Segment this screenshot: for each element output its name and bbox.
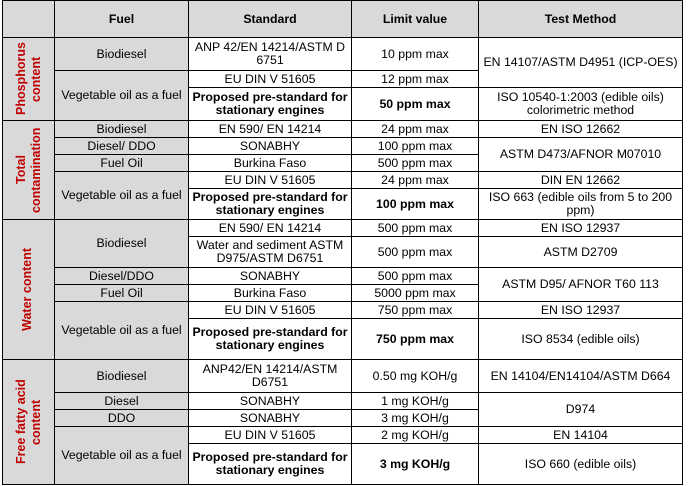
- limit-cell: 10 ppm max: [352, 38, 479, 71]
- table-row: [3, 393, 683, 410]
- limit-cell: 0.50 mg KOH/g: [352, 360, 479, 393]
- limit-cell: 1 mg KOH/g: [352, 393, 479, 410]
- standard-cell: SONABHY: [189, 138, 352, 155]
- standard-cell: Burkina Faso: [189, 285, 352, 302]
- fuel-cell: Diesel/DDO: [55, 268, 189, 285]
- fuel-cell: Diesel/ DDO: [55, 138, 189, 155]
- method-cell: EN ISO 12662: [479, 121, 683, 138]
- fuel-cell: Biodiesel: [55, 121, 189, 138]
- fuel-cell: Vegetable oil as a fuel: [55, 427, 189, 485]
- standard-cell: EN 590/ EN 14214: [189, 121, 352, 138]
- parameter-cell: [3, 38, 55, 121]
- table-row: [3, 38, 683, 71]
- fuel-cell: Vegetable oil as a fuel: [55, 71, 189, 121]
- method-cell: EN 14104: [479, 427, 683, 444]
- fuel-cell: Vegetable oil as a fuel: [55, 172, 189, 220]
- standard-cell: Burkina Faso: [189, 155, 352, 172]
- table-row: [3, 360, 683, 393]
- method-cell: ASTM D2709: [479, 237, 683, 268]
- parameter-cell: [3, 220, 55, 360]
- method-cell: ASTM D473/AFNOR M07010: [479, 138, 683, 172]
- standard-cell: EU DIN V 51605: [189, 302, 352, 319]
- table-row: [3, 138, 683, 155]
- limit-cell: 50 ppm max: [352, 88, 479, 121]
- method-cell: ISO 8534 (edible oils): [479, 319, 683, 360]
- header-standard: Standard: [189, 1, 352, 38]
- standard-cell: ANP 42/EN 14214/ASTM D 6751: [189, 38, 352, 71]
- method-cell: ISO 660 (edible oils): [479, 444, 683, 485]
- table-row: [3, 172, 683, 189]
- parameter-label-water: Water content: [19, 248, 34, 331]
- standard-cell: EN 590/ EN 14214: [189, 220, 352, 237]
- limit-cell: 3 mg KOH/g: [352, 444, 479, 485]
- limit-cell: 5000 ppm max: [352, 285, 479, 302]
- standard-cell: SONABHY: [189, 410, 352, 427]
- standard-cell: Proposed pre-standard for stationary engines: [189, 444, 352, 485]
- header-limit-value: Limit value: [352, 1, 479, 38]
- table-row: [3, 220, 683, 237]
- standard-cell: Proposed pre-standard for stationary engines: [189, 88, 352, 121]
- method-cell: D974: [479, 393, 683, 427]
- fuel-cell: Fuel Oil: [55, 285, 189, 302]
- limit-cell: 24 ppm max: [352, 172, 479, 189]
- fuel-cell: Fuel Oil: [55, 155, 189, 172]
- fuel-quality-table: [2, 0, 683, 485]
- parameter-cell: [3, 121, 55, 220]
- header-test-method: Test Method: [479, 1, 683, 38]
- standard-cell: Water and sediment ASTM D975/ASTM D6751: [189, 237, 352, 268]
- limit-cell: 500 ppm max: [352, 268, 479, 285]
- limit-cell: 3 mg KOH/g: [352, 410, 479, 427]
- standard-cell: EU DIN V 51605: [189, 172, 352, 189]
- limit-cell: 500 ppm max: [352, 155, 479, 172]
- parameter-label-ffa: Free fatty acid content: [13, 379, 43, 465]
- header-fuel: Fuel: [55, 1, 189, 38]
- method-cell: DIN EN 12662: [479, 172, 683, 189]
- parameter-label-phosphorus: Phosphorus content: [13, 42, 43, 116]
- standard-cell: EU DIN V 51605: [189, 427, 352, 444]
- table-row: [3, 121, 683, 138]
- method-cell: EN 14104/EN14104/ASTM D664: [479, 360, 683, 393]
- standard-cell: SONABHY: [189, 268, 352, 285]
- standard-cell: Proposed pre-standard for stationary engines: [189, 319, 352, 360]
- table-row: [3, 302, 683, 319]
- table-row: [3, 427, 683, 444]
- fuel-cell: DDO: [55, 410, 189, 427]
- standard-cell: Proposed pre-standard for stationary engines: [189, 189, 352, 220]
- limit-cell: 750 ppm max: [352, 319, 479, 360]
- limit-cell: 100 ppm max: [352, 138, 479, 155]
- standard-cell: ANP42/EN 14214/ASTM D6751: [189, 360, 352, 393]
- parameter-cell: [3, 360, 55, 485]
- parameter-label-contamination: Total contamination: [13, 127, 43, 213]
- standard-cell: SONABHY: [189, 393, 352, 410]
- limit-cell: 2 mg KOH/g: [352, 427, 479, 444]
- limit-cell: 500 ppm max: [352, 237, 479, 268]
- limit-cell: 750 ppm max: [352, 302, 479, 319]
- method-cell: ASTM D95/ AFNOR T60 113: [479, 268, 683, 302]
- table-row: [3, 268, 683, 285]
- fuel-cell: Biodiesel: [55, 360, 189, 393]
- header-parameter: [3, 1, 55, 38]
- limit-cell: 12 ppm max: [352, 71, 479, 88]
- fuel-cell: Diesel: [55, 393, 189, 410]
- limit-cell: 500 ppm max: [352, 220, 479, 237]
- header-row: [3, 1, 683, 38]
- method-cell: EN ISO 12937: [479, 220, 683, 237]
- standard-cell: EU DIN V 51605: [189, 71, 352, 88]
- fuel-cell: Biodiesel: [55, 38, 189, 71]
- method-cell: EN 14107/ASTM D4951 (ICP-OES): [479, 38, 683, 88]
- limit-cell: 100 ppm max: [352, 189, 479, 220]
- method-cell: EN ISO 12937: [479, 302, 683, 319]
- limit-cell: 24 ppm max: [352, 121, 479, 138]
- fuel-cell: Vegetable oil as a fuel: [55, 302, 189, 360]
- method-cell: ISO 10540-1:2003 (edible oils) colorimetric method: [479, 88, 683, 121]
- fuel-cell: Biodiesel: [55, 220, 189, 268]
- method-cell: ISO 663 (edible oils from 5 to 200 ppm): [479, 189, 683, 220]
